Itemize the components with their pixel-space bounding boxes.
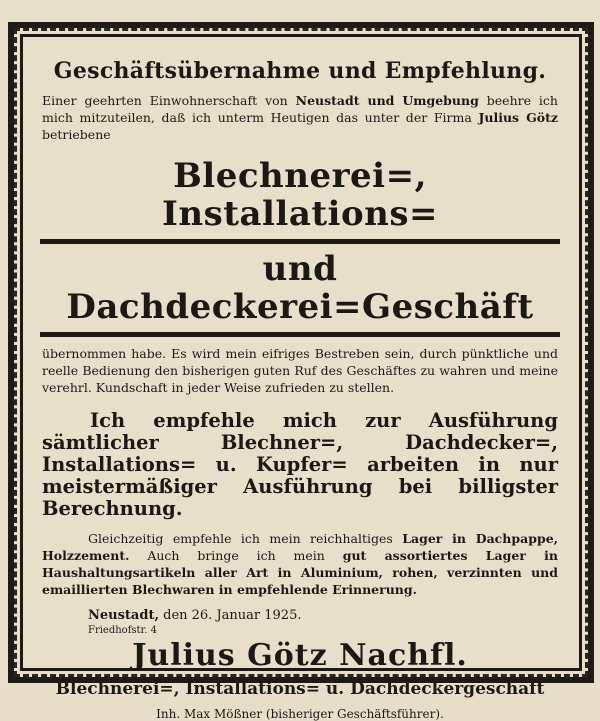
secondary-paragraph [34, 530, 566, 598]
intro-text-2: beehre ich mich mitzuteilen, daß ich unterm Heutigen das unter der Firma [42, 93, 558, 125]
recommendation-text: Ich empfehle mich zur Ausführung sämtlicher Blechner=, Dachdecker=, Installations= u. Kupfer= arbeiten in nur meistermäßiger Ausführung bei billigster Berechnung. [42, 409, 558, 520]
owner-line: Inh. Max Mößner (bisheriger Geschäftsführer). [156, 707, 444, 721]
intro-text-3: betriebene [42, 127, 111, 142]
intro-paragraph [34, 92, 566, 143]
intro-area: Umgebung [402, 93, 479, 108]
intro-and: und [367, 93, 395, 108]
recommendation-paragraph [34, 410, 566, 520]
takeover-paragraph: übernommen habe. Es wird mein eifriges Bestreben sein, durch pünktliche und reelle Bedienung den bisherigen guten Ruf des Geschäftes zu wahren und meine verehrl. Kundschaft in jeder Weise zufrieden zu stellen. [42, 346, 558, 395]
date-place: Neustadt, [88, 608, 159, 623]
address: Friedhofstr. 4 [88, 625, 157, 636]
ad-content [34, 48, 566, 721]
secondary-stock-2: gut assortiertes Lager in Haushaltungsartikeln aller Art in Aluminium, rohen, verzinnten und emaillierten Blechwaren in empfehlende Erinnerung. [42, 548, 558, 597]
intro-text-1: Einer geehrten Einwohnerschaft von [42, 93, 288, 108]
date: den 26. Januar 1925. [163, 608, 302, 623]
secondary-text-1: Gleichzeitig empfehle ich mein reichhaltiges [88, 531, 393, 546]
date-line [88, 608, 566, 623]
ad-headline: Geschäftsübernahme und Empfehlung. [53, 58, 547, 84]
secondary-stock: Lager in Dachpappe, Holzzement. [42, 531, 558, 563]
intro-firm: Julius Götz [478, 110, 558, 125]
business-title-line-2: und Dachdeckerei=Geschäft [66, 249, 534, 327]
divider-rule [40, 332, 560, 337]
business-title-line-1: Blechnerei=, Installations= [161, 156, 438, 234]
intro-town: Neustadt [295, 93, 360, 108]
firm-subtitle: Blechnerei=, Installations= u. Dachdeckergeschäft [55, 679, 545, 699]
secondary-text-2: Auch bringe ich mein [147, 548, 325, 563]
firm-name: Julius Götz Nachfl. [132, 638, 468, 673]
divider-rule [40, 239, 560, 244]
